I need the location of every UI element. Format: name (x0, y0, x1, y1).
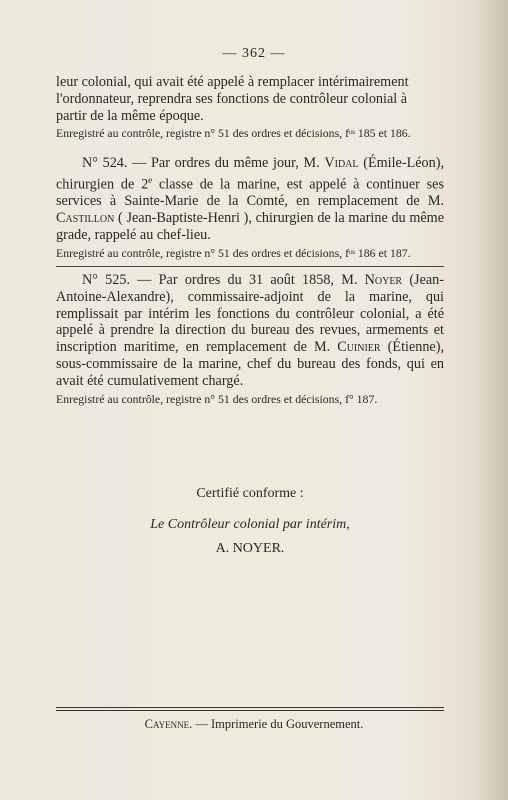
imprint-text: — Imprimerie du Gouvernement. (192, 717, 364, 731)
decision-paragraph (56, 155, 444, 244)
text-run: classe de la marine, est appelé à continuer ses services à Sainte-Marie de la Comté, en remplacement de M. (56, 176, 444, 210)
footer-divider-thin (56, 710, 444, 711)
decision-block-524 (56, 155, 444, 261)
signatory-role: Le Contrôleur colonial par intérim, (150, 517, 350, 532)
registration-note: Enregistré au contrôle, registre n° 51 des ordres et décisions, fᵒˢ 186 et 187. (56, 245, 411, 260)
text-line: partir de la même époque. (56, 107, 204, 124)
text-run: ( Jean-Baptiste-Henri ), chirurgien de la marine du même grade, rappelé au chef-lieu. (56, 210, 444, 243)
section-divider (56, 266, 444, 267)
signatory-name: A. NOYER. (215, 541, 285, 556)
footer-divider (56, 707, 444, 708)
imprint-place: Cayenne. (144, 717, 193, 731)
registration-note: Enregistré au contrôle, registre n° 51 des ordres et décisions, f° 187. (56, 391, 378, 406)
certification-line: Certifié conforme : (196, 486, 304, 501)
text-run: — Par ordres du 31 août 1858, M. (130, 272, 365, 288)
superscript: e (148, 174, 153, 185)
text-run: — Par ordres du même jour, M. (127, 155, 325, 171)
person-name: Noyer (364, 272, 403, 288)
decision-block-525 (56, 272, 444, 407)
person-name: Cuinier (337, 339, 381, 356)
registration-note: Enregistré au contrôle, registre n° 51 des ordres et décisions, fᵒˢ 185 et 186. (56, 126, 411, 141)
person-name: Vidal (324, 155, 359, 171)
text-line: l'ordonnateur, reprendra ses fonctions de contrôleur colonial à (56, 90, 408, 107)
decision-number: N° 524. (82, 155, 128, 171)
text-run: (Étienne), sous-commissaire de la marine, chef du bureau des fonds, qui en avait été cumulativement chargé. (56, 339, 445, 389)
text-line: leur colonial, qui avait été appelé à remplacer intérimairement (56, 74, 409, 90)
decision-number: N° 525. (82, 272, 130, 288)
person-name: Castillon (56, 210, 115, 227)
decision-block-continued (56, 74, 444, 141)
page-number: — 362 — (222, 46, 286, 61)
text-run: (Jean-Antoine-Alexandre), commissaire-adjoint de la marine, qui remplissait par intérim les fonctions du contrôleur colonial, a été appelé à prendre la direction du bureau des revues, armements et inscription maritime, en remplacement de M. (56, 272, 444, 356)
decision-paragraph (56, 272, 444, 390)
page-spine-shadow (478, 0, 508, 800)
printer-imprint (0, 717, 508, 732)
text-run: (Émile-Léon), chirurgien de 2 (56, 155, 444, 193)
